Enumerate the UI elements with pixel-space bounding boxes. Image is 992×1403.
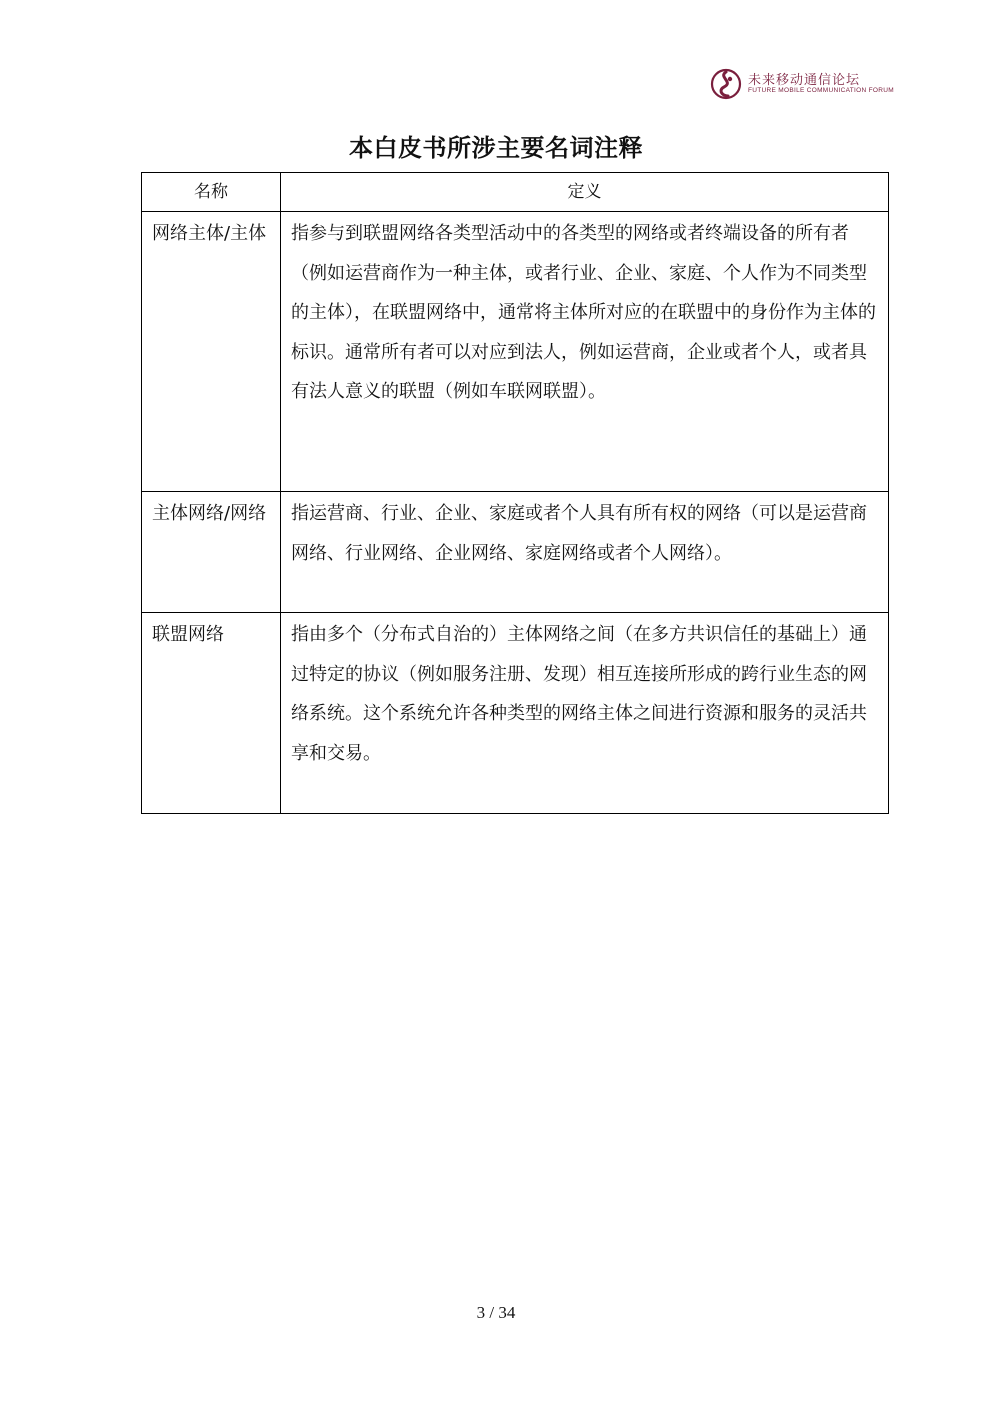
page-number: 3 / 34 [476, 1303, 516, 1322]
glossary-table [141, 172, 889, 814]
term-definition-cell: 指参与到联盟网络各类型活动中的各类型的网络或者终端设备的所有者（例如运营商作为一种主体，或者行业、企业、家庭、个人作为不同类型的主体），在联盟网络中，通常将主体所对应的在联盟中的身份作为主体的标识。通常所有者可以对应到法人，例如运营商，企业或者个人，或者具有法人意义的联盟（例如车联网联盟）。 [281, 212, 889, 492]
term-name-cell: 主体网络/网络 [142, 492, 281, 613]
term-name-cell: 联盟网络 [142, 613, 281, 814]
table-row [142, 613, 889, 814]
logo-english-text: FUTURE MOBILE COMMUNICATION FORUM [748, 87, 894, 94]
forum-logo-icon [710, 68, 742, 100]
table-header-row [142, 173, 889, 212]
term-definition-cell: 指由多个（分布式自治的）主体网络之间（在多方共识信任的基础上）通过特定的协议（例如服务注册、发现）相互连接所形成的跨行业生态的网络系统。这个系统允许各种类型的网络主体之间进行资源和服务的灵活共享和交易。 [281, 613, 889, 814]
term-definition-cell: 指运营商、行业、企业、家庭或者个人具有所有权的网络（可以是运营商网络、行业网络、企业网络、家庭网络或者个人网络）。 [281, 492, 889, 613]
table-row [142, 492, 889, 613]
page-title: 本白皮书所涉主要名词注释 [349, 134, 643, 162]
term-name-cell: 网络主体/主体 [142, 212, 281, 492]
column-header-name: 名称 [142, 173, 281, 212]
table-row [142, 212, 889, 492]
logo-chinese-text: 未来移动通信论坛 [748, 73, 861, 88]
column-header-definition: 定义 [281, 173, 889, 212]
forum-logo [710, 68, 894, 102]
